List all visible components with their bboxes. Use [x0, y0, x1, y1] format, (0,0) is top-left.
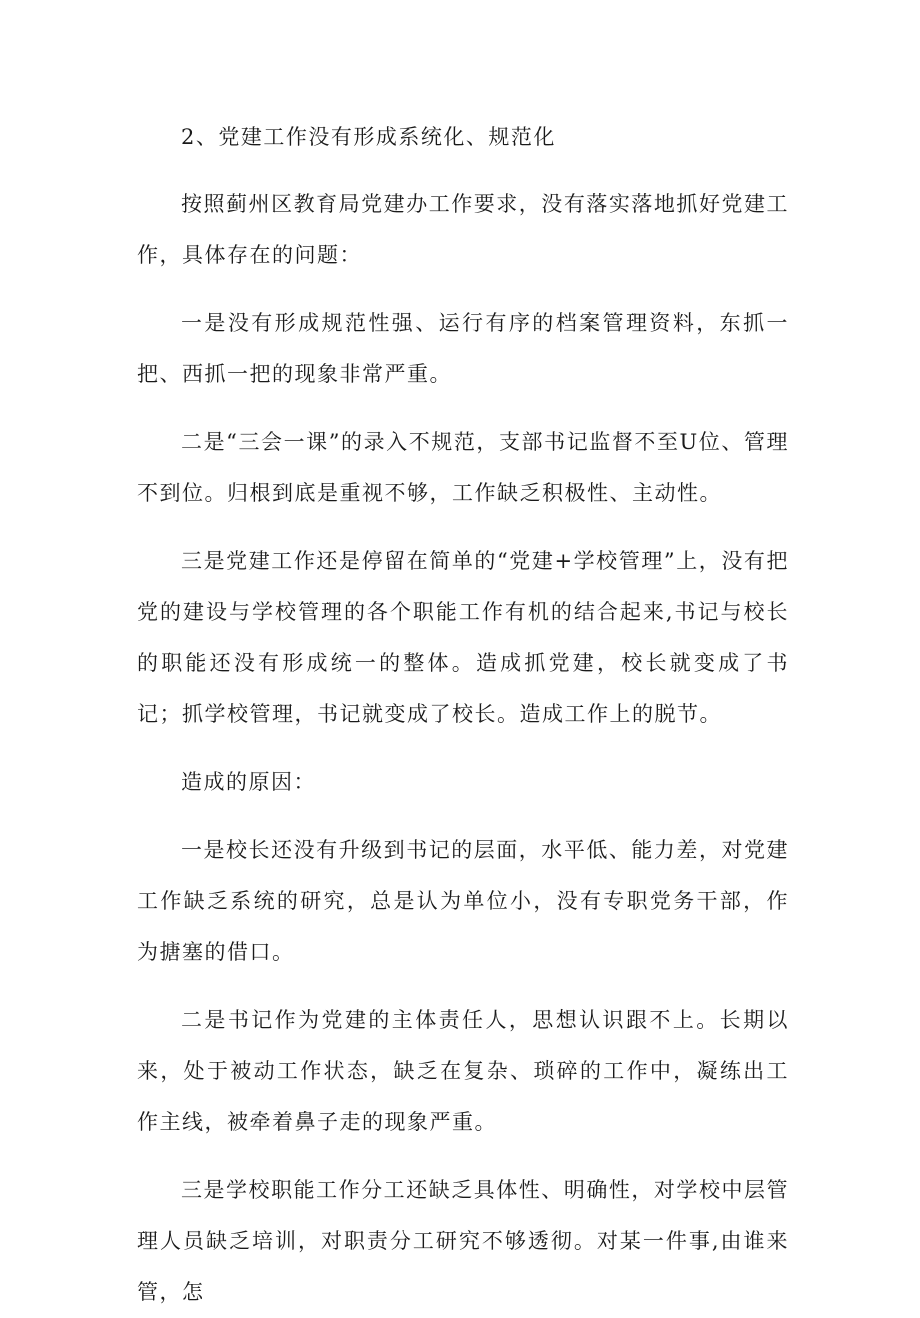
paragraph-cause-3: 三是学校职能工作分工还缺乏具体性、明确性，对学校中层管理人员缺乏培训，对职责分工研究不够透彻。对某一件事,由谁来管，怎 — [137, 1178, 789, 1304]
document-body — [137, 112, 789, 1318]
paragraph-causes-heading: 造成的原因： — [181, 770, 316, 794]
paragraph-problem-1: 一是没有形成规范性强、运行有序的档案管理资料，东抓一把、西抓一把的现象非常严重。 — [137, 311, 789, 386]
paragraph-cause-1: 一是校长还没有升级到书记的层面，水平低、能力差，对党建工作缺乏系统的研究，总是认为单位小，没有专职党务干部，作为搪塞的借口。 — [137, 838, 789, 964]
paragraph-cause-2: 二是书记作为党建的主体责任人，思想认识跟不上。长期以来，处于被动工作状态，缺乏在复杂、琐碎的工作中，凝练出工作主线，被牵着鼻子走的现象严重。 — [137, 1008, 789, 1134]
paragraph-intro: 按照蓟州区教育局党建办工作要求，没有落实落地抓好党建工作，具体存在的问题： — [137, 192, 789, 267]
paragraph-problem-2: 二是“三会一课”的录入不规范，支部书记监督不至U位、管理不到位。归根到底是重视不够，工作缺乏积极性、主动性。 — [137, 430, 789, 505]
section-heading: 2、党建工作没有形成系统化、规范化 — [181, 125, 556, 149]
paragraph-problem-3: 三是党建工作还是停留在简单的“党建+学校管理”上，没有把党的建设与学校管理的各个职能工作有机的结合起来,书记与校长的职能还没有形成统一的整体。造成抓党建，校长就变成了书记；抓学校管理，书记就变成了校长。造成工作上的脱节。 — [137, 549, 789, 726]
